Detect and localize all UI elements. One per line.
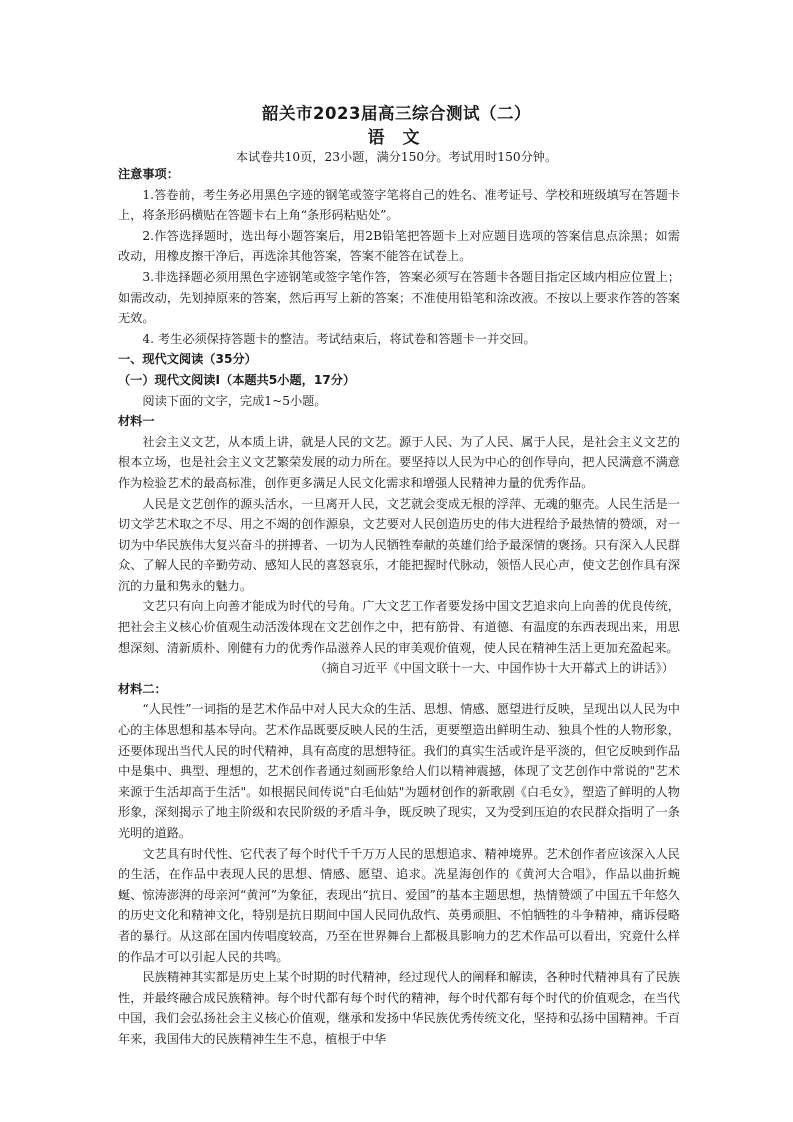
exam-title: 韶关市2023届高三综合测试（二） xyxy=(262,104,531,123)
notice-item-4: 4. 考生必须保持答题卡的整洁。考试结束后，将试卷和答题卡一并交回。 xyxy=(142,331,536,346)
subsection-heading: （一）现代文阅读Ⅰ（本题共5小题，17分） xyxy=(118,372,356,387)
material-2-paragraph: 民族精神其实都是历史上某个时期的时代精神，经过现代人的阐释和解读，各种时代精神具有了民族性，并最终融合成民族精神。每个时代都有每个时代的精神，每个时代都有每个时代的价值观念，在当代中国，我们会弘扬社会主义核心价值观，继承和发扬中华民族优秀传统文化，坚持和弘扬中国精神。千百年来，我国伟大的民族精神生生不息，植根于中华 xyxy=(118,970,680,1046)
material-1-label: 材料一 xyxy=(118,414,155,429)
subject-title: 语 文 xyxy=(367,128,426,148)
exam-content xyxy=(118,164,680,1050)
exam-info: 本试卷共10页，23小题，满分150分。考试用时150分钟。 xyxy=(235,150,558,164)
material-2-label: 材料二： xyxy=(118,681,167,696)
material-2-paragraph: 文艺具有时代性、它代表了每个时代千千万万人民的思想追求、精神境界。艺术创作者应该深入人民的生活，在作品中表现人民的思想、情感、愿望、追求。冼星海创作的《黄河大合唱》，作品以曲折蜿蜒、惊涛澎湃的母亲河“黄河”为象征，表现出“抗日、爱国”的基本主题思想，热情赞颂了中国五千年悠久的历史文化和精神文化，特别是抗日期间中国人民同仇敌忾、英勇顽胆、不怕牺牲的斗争精神，痛诉侵略者的暴行。从这部在国内传唱度较高，乃至在世界舞台上都极具影响力的艺术作品可以看出，究竟什么样的作品才可以引起人民的共鸣。 xyxy=(118,846,680,964)
notice-heading: 注意事项： xyxy=(118,167,179,181)
material-2-paragraph: “人民性”一词指的是艺术作品中对人民大众的生活、思想、情感、愿望进行反映，呈现出以人民为中心的主体思想和基本导向。艺术作品既要反映人民的生活，更要塑造出鲜明生动、独具个性的人物形象，还要体现出当代人民的时代精神，具有高度的思想特征。我们的真实生活或许是平淡的，但它反映到作品中是集中、典型、理想的，艺术创作者通过刻画形象给人们以精神震撼，体现了文艺创作中常说的"艺术来源于生活却高于生活"。如根据民间传说"白毛仙姑"为题材创作的新歌剧《白毛女》，塑造了鲜明的人物形象，深刻揭示了地主阶级和农民阶级的矛盾斗争，既反映了现实，又为受到压迫的农民群众指明了一条光明的道路。 xyxy=(118,702,680,840)
material-1-citation: （摘自习近平《中国文联十一大、中国作协十大开幕式上的讲话》） xyxy=(314,661,674,676)
notice-item-3: 3.非选择题必须用黑色字迹钢笔或签字笔作答，答案必须写在答题卡各题目指定区域内相应位置上；如需改动，先划掉原来的答案，然后再写上新的答案；不准使用铅笔和涂改液。不按以上要求作答的答案无效。 xyxy=(118,269,680,326)
notice-item-1: 1.答卷前，考生务必用黑色字迹的钢笔或签字笔将自己的姓名、准考证号、学校和班级填写在答题卡上，将条形码横贴在答题卡右上角“条形码粘贴处”。 xyxy=(118,187,680,223)
material-1-paragraph: 人民是文艺创作的源头活水，一旦离开人民，文艺就会变成无根的浮萍、无魂的躯壳。人民生活是一切文学艺术取之不尽、用之不竭的创作源泉，文艺要对人民创造历史的伟大进程给予最热情的赞颂，对一切为中华民族伟大复兴奋斗的拼搏者、一切为人民牺牲奉献的英雄们给予最深情的褒扬。只有深入人民群众、了解人民的辛勤劳动、感知人民的喜怒哀乐，才能把握时代脉动，领悟人民心声，使文艺创作具有深沉的力量和隽永的魅力。 xyxy=(118,496,680,593)
material-1-paragraph: 社会主义文艺，从本质上讲，就是人民的文艺。源于人民、为了人民、属于人民，是社会主义文艺的根本立场，也是社会主义文艺繁荣发展的动力所在。要坚持以人民为中心的创作导向，把人民满意不满意作为检验艺术的最高标准，创作更多满足人民文化需求和增强人民精神力量的优秀作品。 xyxy=(118,434,680,490)
notice-item-2: 2.作答选择题时，选出每小题答案后，用2B铅笔把答题卡上对应题目选项的答案信息点涂黑；如需改动，用橡皮擦干净后，再选涂其他答案，答案不能答在试卷上。 xyxy=(118,228,680,264)
reading-instruction: 阅读下面的文字，完成1~5小题。 xyxy=(142,393,327,408)
material-1-paragraph: 文艺只有向上向善才能成为时代的号角。广大文艺工作者要发扬中国文艺追求向上向善的优良传统，把社会主义核心价值观生动活泼体现在文艺创作之中，把有筋骨、有道德、有温度的东西表现出来，用思想深刻、清新质朴、刚健有力的优秀作品滋养人民的审美观价值观，使人民在精神生活上更加充盈起来。 xyxy=(118,599,680,655)
section-heading: 一、现代文阅读（35分） xyxy=(118,352,257,367)
